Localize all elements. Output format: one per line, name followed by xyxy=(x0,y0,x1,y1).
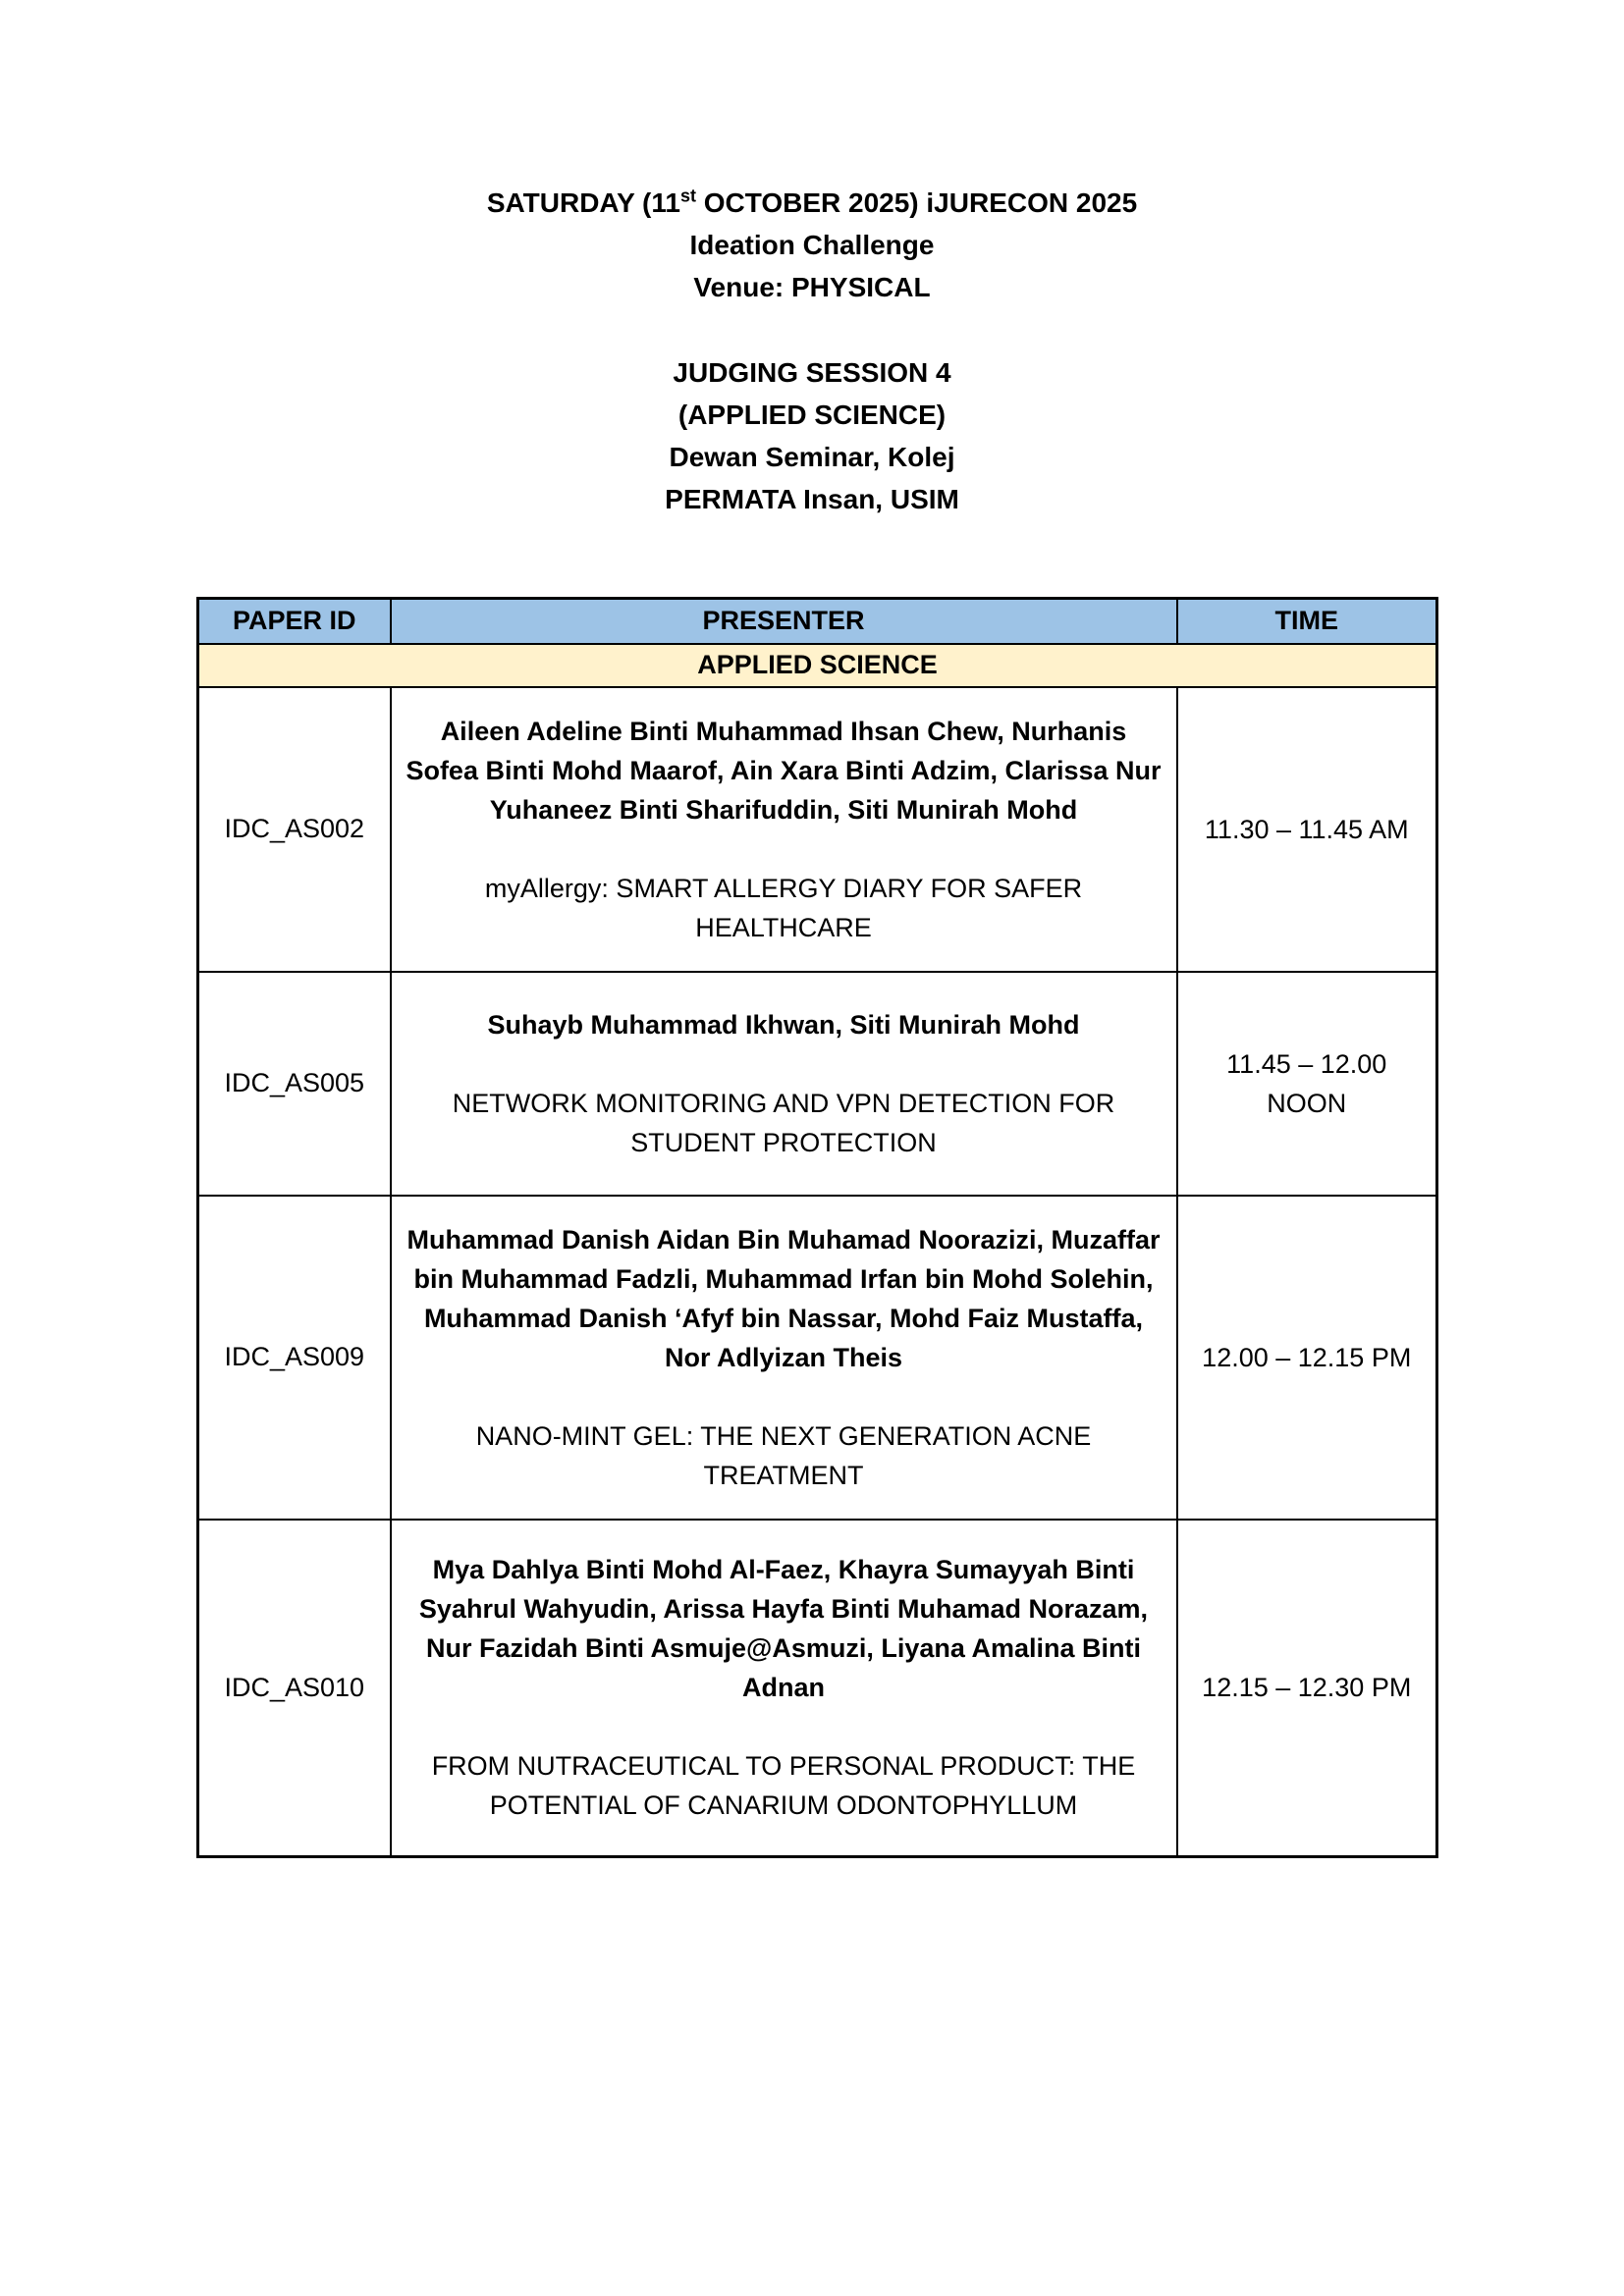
section-label: APPLIED SCIENCE xyxy=(198,644,1437,687)
session-line-track: (APPLIED SCIENCE) xyxy=(677,400,947,430)
table-header-row xyxy=(198,599,1437,644)
heading-line-date xyxy=(0,182,1624,224)
paper-id-cell: IDC_AS002 xyxy=(198,687,391,972)
section-row xyxy=(198,644,1437,687)
blank-line xyxy=(402,1707,1166,1746)
presenter-names: Muhammad Danish Aidan Bin Muhamad Noorazizi, Muzaffar bin Muhammad Fadzli, Muhammad Irfan bin Mohd Solehin, Muhammad Danish ‘Afyf bin Nassar, Mohd Faiz Mustaffa, Nor Adlyizan Theis xyxy=(406,1224,1161,1372)
session-line-location-1: Dewan Seminar, Kolej xyxy=(669,442,955,472)
presenter-names: Suhayb Muhammad Ikhwan, Siti Munirah Mohd xyxy=(487,1009,1080,1040)
heading-date-suffix: OCTOBER 2025) iJURECON 2025 xyxy=(695,187,1138,218)
session-line-location-2: PERMATA Insan, USIM xyxy=(665,484,959,514)
blank-line xyxy=(402,1044,1166,1084)
presenter-names: Aileen Adeline Binti Muhammad Ihsan Chew, Nurhanis Sofea Binti Mohd Maarof, Ain Xara Binti Adzim, Clarissa Nur Yuhaneez Binti Sharifuddin, Siti Munirah Mohd xyxy=(406,716,1162,825)
table-row xyxy=(198,687,1437,972)
time-cell: 11.45 – 12.00 NOON xyxy=(1177,972,1437,1196)
heading-line-event: Ideation Challenge xyxy=(689,230,935,260)
project-title: NETWORK MONITORING AND VPN DETECTION FOR STUDENT PROTECTION xyxy=(452,1088,1115,1157)
heading-ordinal-superscript: st xyxy=(679,186,696,206)
project-title: myAllergy: SMART ALLERGY DIARY FOR SAFER HEALTHCARE xyxy=(484,873,1083,942)
table-row xyxy=(198,1196,1437,1520)
blank-line xyxy=(402,829,1166,869)
time-cell: 11.30 – 11.45 AM xyxy=(1177,687,1437,972)
header-cell-time: TIME xyxy=(1177,599,1437,644)
heading-date-prefix: SATURDAY (11 xyxy=(486,187,680,218)
table-row xyxy=(198,1520,1437,1857)
table-row xyxy=(198,972,1437,1196)
paper-id-cell: IDC_AS010 xyxy=(198,1520,391,1857)
project-title: NANO-MINT GEL: THE NEXT GENERATION ACNE TREATMENT xyxy=(475,1420,1092,1490)
judging-schedule-table xyxy=(196,597,1438,1858)
time-cell: 12.15 – 12.30 PM xyxy=(1177,1520,1437,1857)
blank-line xyxy=(402,1377,1166,1416)
presenter-cell xyxy=(391,972,1177,1196)
paper-id-cell: IDC_AS009 xyxy=(198,1196,391,1520)
session-heading xyxy=(0,351,1624,520)
header-cell-paper-id: PAPER ID xyxy=(198,599,391,644)
project-title: FROM NUTRACEUTICAL TO PERSONAL PRODUCT: THE POTENTIAL OF CANARIUM ODONTOPHYLLUM xyxy=(431,1751,1136,1821)
header-cell-presenter: PRESENTER xyxy=(391,599,1177,644)
paper-id-cell: IDC_AS005 xyxy=(198,972,391,1196)
presenter-names: Mya Dahlya Binti Mohd Al-Faez, Khayra Sumayyah Binti Syahrul Wahyudin, Arissa Hayfa Binti Muhamad Norazam, Nur Fazidah Binti Asmuje@Asmuzi, Liyana Amalina Binti Adnan xyxy=(418,1555,1149,1703)
heading-line-venue: Venue: PHYSICAL xyxy=(693,272,931,302)
presenter-cell xyxy=(391,1520,1177,1857)
presenter-cell xyxy=(391,1196,1177,1520)
document-heading xyxy=(0,182,1624,308)
time-cell: 12.00 – 12.15 PM xyxy=(1177,1196,1437,1520)
presenter-cell xyxy=(391,687,1177,972)
session-line-title: JUDGING SESSION 4 xyxy=(673,357,951,388)
